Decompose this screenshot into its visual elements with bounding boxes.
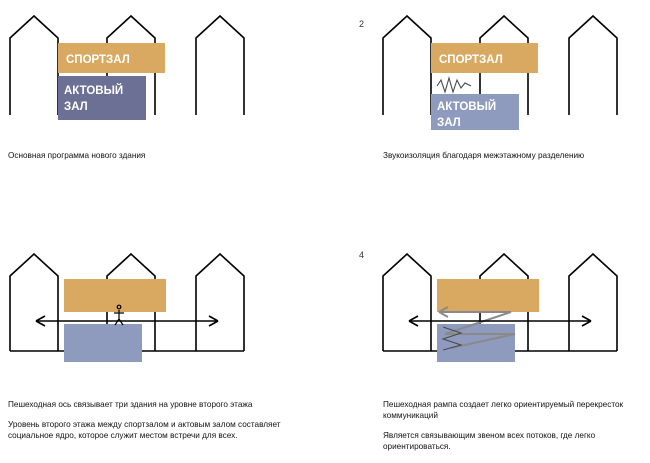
panel-4-drawing bbox=[325, 231, 650, 381]
panel-2-captions bbox=[383, 150, 645, 161]
diagram-panel-1 bbox=[0, 0, 325, 231]
block-gym bbox=[437, 279, 539, 312]
building-left-outline bbox=[10, 254, 58, 351]
panel-2-number: 2 bbox=[359, 19, 365, 29]
building-left-outline bbox=[10, 16, 58, 115]
block-gym-label: СПОРТЗАЛ bbox=[439, 54, 503, 66]
diagram-panel-2 bbox=[325, 0, 650, 231]
panel-4-number: 4 bbox=[359, 250, 365, 260]
diagram-panel-4 bbox=[325, 231, 650, 462]
building-right-outline bbox=[196, 254, 244, 351]
block-hall-label-line2: ЗАЛ bbox=[437, 117, 461, 129]
building-left-outline bbox=[383, 16, 431, 115]
diagram-panel-3 bbox=[0, 231, 325, 462]
block-hall-label-line2: ЗАЛ bbox=[64, 101, 88, 113]
building-right-outline bbox=[196, 16, 244, 115]
panel-2-drawing bbox=[325, 0, 650, 150]
panel-3-drawing bbox=[0, 231, 325, 381]
panel-3-captions bbox=[8, 399, 298, 441]
block-gym-label: СПОРТЗАЛ bbox=[66, 54, 130, 66]
panel-3-caption-2: Уровень второго этажа между спортзалом и актовым залом составляет социальное ядро, которое служит местом встречи для всех. bbox=[8, 420, 281, 441]
panel-4-caption-1: Пешеходная рампа создает легко ориентируемый перекресток коммуникаций bbox=[383, 400, 624, 421]
panel-1-captions bbox=[8, 150, 298, 161]
sound-insulation-icon bbox=[437, 78, 471, 92]
panel-1-drawing bbox=[0, 0, 325, 150]
panel-3-caption-1: Пешеходная ось связывает три здания на уровне второго этажа bbox=[8, 400, 253, 409]
building-left-outline bbox=[383, 254, 431, 351]
block-hall bbox=[64, 324, 142, 362]
block-gym bbox=[64, 279, 166, 312]
panel-4-caption-2: Является связывающим звеном всех потоков, где легко ориентироваться. bbox=[383, 431, 596, 452]
block-hall-label-line1: АКТОВЫЙ bbox=[437, 101, 497, 113]
panel-4-captions bbox=[383, 399, 645, 452]
building-right-outline bbox=[569, 16, 617, 115]
block-hall-label-line1: АКТОВЫЙ bbox=[64, 85, 124, 97]
panel-2-caption-1: Звукоизоляция благодаря межэтажному разделению bbox=[383, 151, 585, 160]
block-hall bbox=[58, 76, 146, 120]
panel-1-caption-1: Основная программа нового здания bbox=[8, 151, 146, 160]
building-right-outline bbox=[569, 254, 617, 351]
